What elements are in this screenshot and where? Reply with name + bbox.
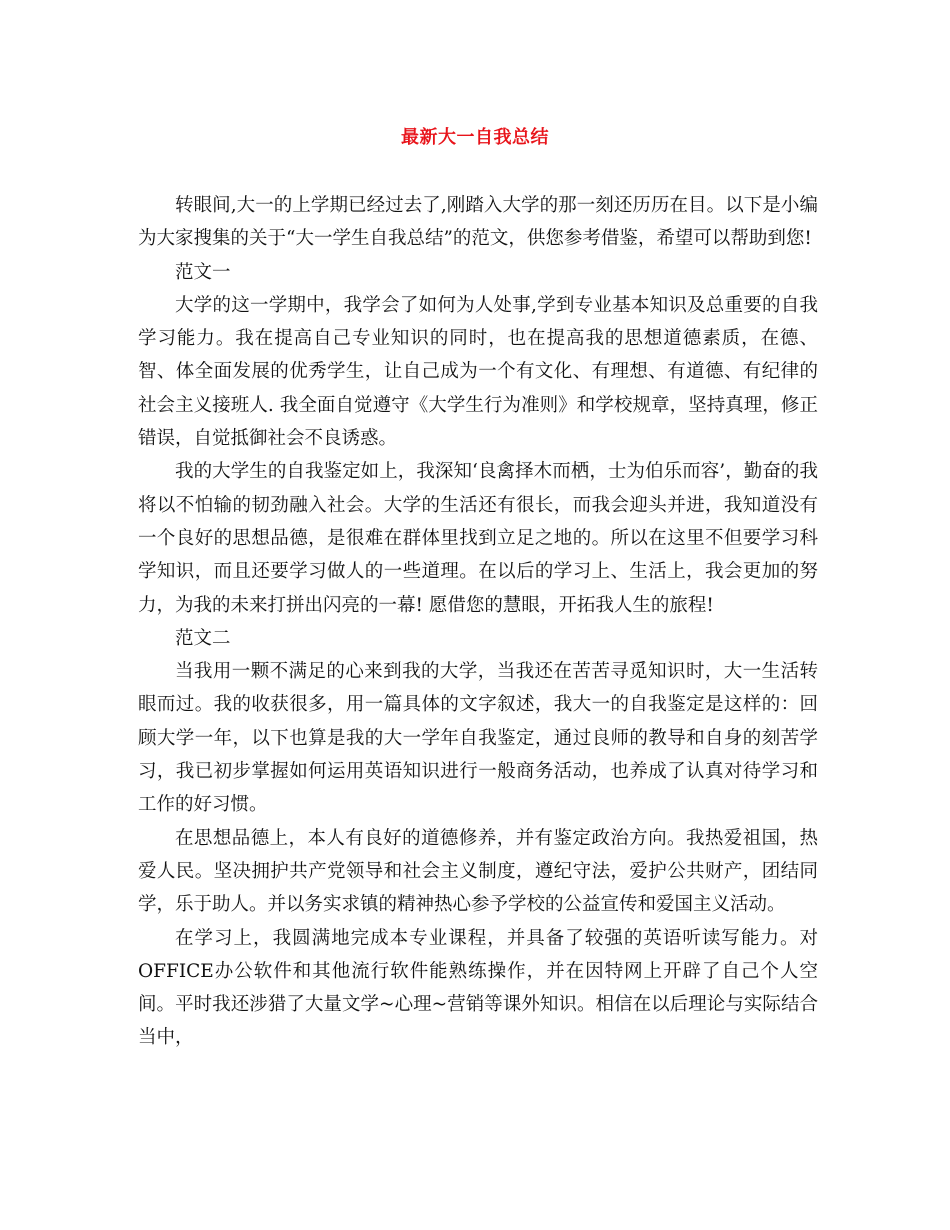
body-paragraph: 我的大学生的自我鉴定如上，我深知‘良禽择木而栖，士为伯乐而容’，勤奋的我将以不怕输的韧劲融入社会。大学的生活还有很长，而我会迎头并进，我知道没有一个良好的思想品德，是很难在群体里找到立足之地的。所以在这里不但要学习科学知识，而且还要学习做人的一些道理。在以后的学习上、生活上，我会更加的努力，为我的未来打拼出闪亮的一幕! 愿借您的慧眼，开拓我人生的旅程! [138, 461, 818, 616]
body-paragraph: 当我用一颗不满足的心来到我的大学，当我还在苦苦寻觅知识时，大一生活转眼而过。我的收获很多，用一篇具体的文字叙述，我大一的自我鉴定是这样的：回顾大学一年，以下也算是我的大一学年自我鉴定，通过良师的教导和自身的刻苦学习，我已初步掌握如何运用英语知识进行一般商务活动，也养成了认真对待学习和工作的好习惯。 [138, 661, 818, 816]
section-heading-sample-1: 范文一 [175, 261, 231, 283]
body-paragraph: 大学的这一学期中，我学会了如何为人处事,学到专业基本知识及总重要的自我学习能力。我在提高自己专业知识的同时，也在提高我的思想道德素质，在德、智、体全面发展的优秀学生，让自己成为一个有文化、有理想、有道德、有纪律的社会主义接班人. 我全面自觉遵守《大学生行为准则》和学校规章，坚持真理，修正错误，自觉抵御社会不良诱惑。 [138, 294, 818, 450]
intro-paragraph: 转眼间,大一的上学期已经过去了,刚踏入大学的那一刻还历历在目。以下是小编为大家搜集的关于“大一学生自我总结”的范文，供您参考借鉴，希望可以帮助到您! [138, 195, 818, 250]
document-body [138, 189, 818, 1055]
body-paragraph: 在学习上，我圆满地完成本专业课程，并具备了较强的英语听读写能力。对OFFICE办公软件和其他流行软件能熟练操作，并在因特网上开辟了自己个人空间。平时我还涉猎了大量文学~心理~营销等课外知识。相信在以后理论与实际结合当中， [138, 927, 818, 1049]
section-heading-sample-2: 范文二 [175, 627, 231, 649]
body-paragraph: 在思想品德上，本人有良好的道德修养，并有鉴定政治方向。我热爱祖国，热爱人民。坚决拥护共产党领导和社会主义制度，遵纪守法，爱护公共财产，团结同学，乐于助人。并以务实求镇的精神热心参予学校的公益宣传和爱国主义活动。 [138, 827, 818, 916]
document-title: 最新大一自我总结 [401, 127, 549, 148]
